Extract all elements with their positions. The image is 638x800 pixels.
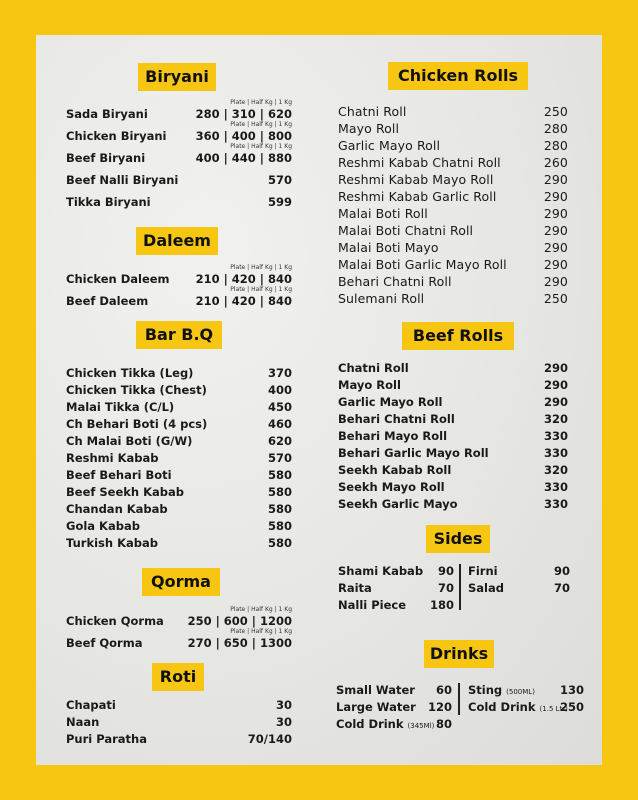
drinks-heading: Drinks [424,640,494,668]
size-label: Plate | Half Kg | 1 Kg [230,286,292,293]
roti-section: Chapati 30 Naan 30 Puri Paratha 70/140 [66,698,292,746]
size-label: Plate | Half Kg | 1 Kg [230,628,292,635]
sides-section: Shami Kabab 90 Raita 70 Nalli Piece 180 Firni 90 Salad 70 [338,564,570,612]
chicken-rolls-section: Chatni Roll 250 Mayo Roll 280 Garlic Mayo Roll 280 Reshmi Kabab Chatni Roll 260 Reshmi Kabab Mayo Roll 290 Reshmi Kabab Garlic Roll 290 Malai Boti Roll 290 Malai Boti Chatni Roll 290 Malai Boti Mayo 290 Malai Boti Garlic Mayo Roll 290 Behari Chatni Roll 290 Sulemani Roll 250 [338,104,568,306]
beef-rolls-section: Chatni Roll 290 Mayo Roll 290 Garlic Mayo Roll 290 Behari Chatni Roll 320 Behari Mayo Roll 330 Behari Garlic Mayo Roll 330 Seekh Kabab Roll 320 Seekh Mayo Roll 330 Seekh Garlic Mayo 330 [338,361,568,511]
divider [459,564,461,610]
divider [458,683,460,715]
daleem-heading: Daleem [136,227,218,255]
daleem-section: Plate | Half Kg | 1 Kg Chicken Daleem 210 | 420 | 840 Plate | Half Kg | 1 Kg Beef Daleem 210 | 420 | 840 [66,264,292,308]
size-label: Plate | Half Kg | 1 Kg [230,121,292,128]
chicken-rolls-heading: Chicken Rolls [388,62,528,90]
bbq-section: Chicken Tikka (Leg) 370 Chicken Tikka (Chest) 400 Malai Tikka (C/L) 450 Ch Behari Boti (4 pcs) 460 Ch Malai Boti (G/W) 620 Reshmi Kabab 570 Beef Behari Boti 580 Beef Seekh Kabab 580 Chandan Kabab 580 Gola Kabab 580 Turkish Kabab 580 [66,366,292,550]
qorma-section: Plate | Half Kg | 1 Kg Chicken Qorma 250 | 600 | 1200 Plate | Half Kg | 1 Kg Beef Qorma 270 | 650 | 1300 [66,606,292,650]
roti-heading: Roti [152,663,204,691]
size-label: Plate | Half Kg | 1 Kg [230,606,292,613]
menu-board [36,35,602,765]
size-label: Plate | Half Kg | 1 Kg [230,264,292,271]
biryani-section: Plate | Half Kg | 1 Kg Sada Biryani 280 | 310 | 620 Plate | Half Kg | 1 Kg Chicken Biryani 360 | 400 | 800 Plate | Half Kg | 1 Kg Beef Biryani 400 | 440 | 880 Beef Nalli Biryani 570 Tikka Biryani 599 [66,99,292,209]
beef-rolls-heading: Beef Rolls [402,322,514,350]
size-label: Plate | Half Kg | 1 Kg [230,143,292,150]
biryani-heading: Biryani [138,63,216,91]
bbq-heading: Bar B.Q [136,321,222,349]
size-label: Plate | Half Kg | 1 Kg [230,99,292,106]
sides-heading: Sides [426,525,490,553]
drinks-section: Small Water 60 Large Water 120 Cold Drink (345Ml) 80 Sting (500ML) 130 Cold Drink (1.5 Ltr) 250 [336,683,584,731]
qorma-heading: Qorma [142,568,220,596]
